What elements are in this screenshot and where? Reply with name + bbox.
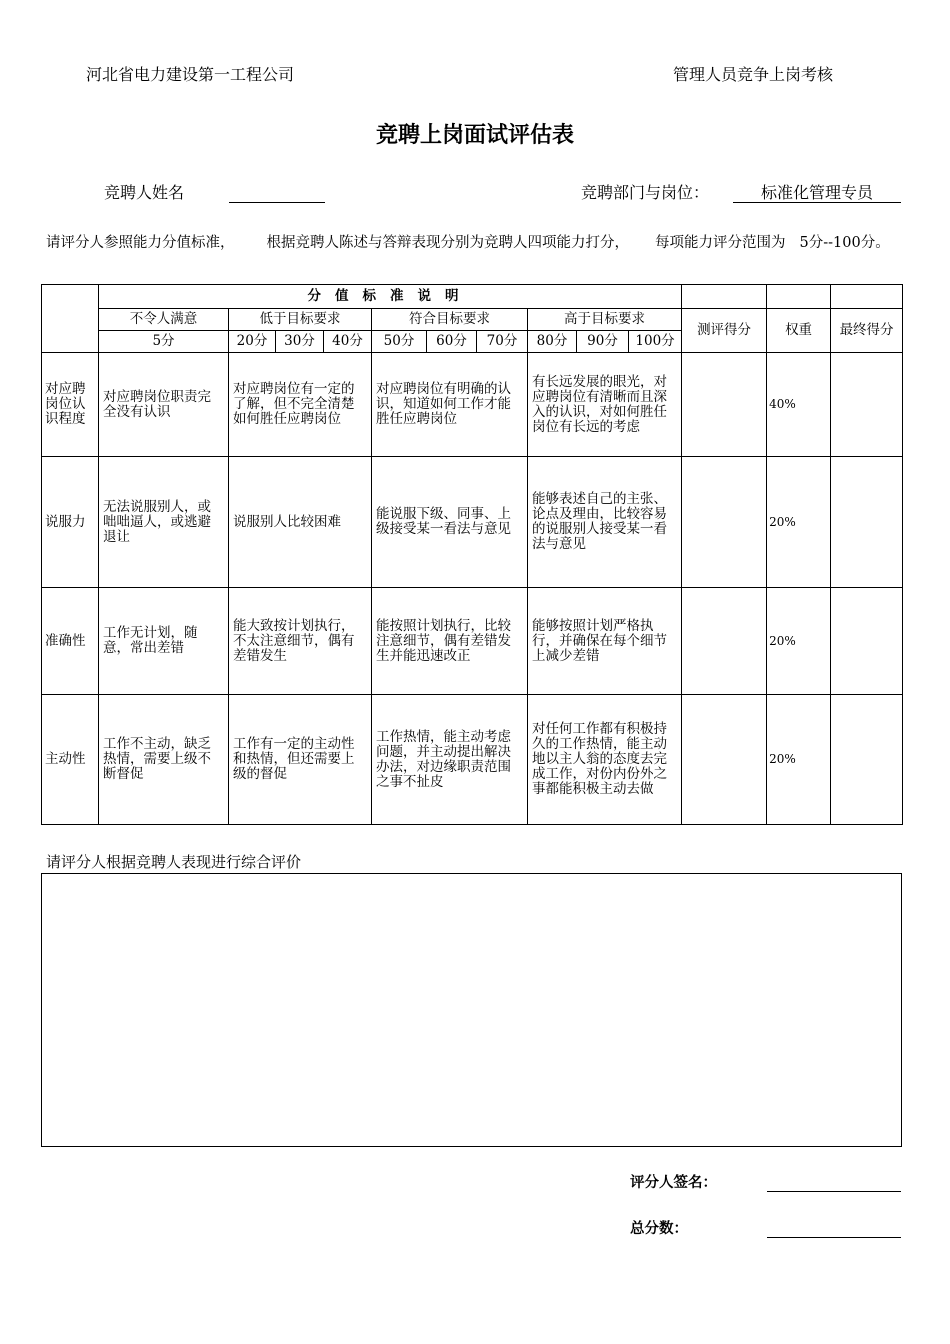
score-label: 40分: [324, 331, 372, 353]
level-desc: 能说服下级、同事、上级接受某一看法与意见: [372, 457, 528, 588]
page-title: 竞聘上岗面试评估表: [375, 122, 574, 148]
corner-cell: [42, 285, 99, 353]
level-desc: 对任何工作都有积极持久的工作热情，能主动地以主人翁的态度去完成工作，对份内份外之事都能积极主动去做: [528, 695, 682, 825]
instructions: [46, 234, 906, 252]
score-label: 70分: [477, 331, 528, 353]
level-desc: 工作热情，能主动考虑问题，并主动提出解决办法，对边缘职责范围之事不扯皮: [372, 695, 528, 825]
level-desc: 工作不主动，缺乏热情，需要上级不断督促: [99, 695, 229, 825]
col-score-header: 测评得分: [682, 309, 767, 353]
level-desc: 能大致按计划执行，不太注意细节，偶有差错发生: [229, 588, 372, 695]
row-category: 对应聘岗位认识程度: [42, 353, 99, 457]
final-score-input[interactable]: [831, 353, 903, 457]
instructions-part3: 每项能力评分范围为: [655, 235, 786, 251]
company-name: 河北省电力建设第一工程公司: [86, 65, 295, 84]
instructions-part1: 请评分人参照能力分值标准，: [46, 235, 235, 251]
level-desc: 无法说服别人，或咄咄逼人，或逃避退让: [99, 457, 229, 588]
table-row: [42, 588, 903, 695]
table-row: [42, 695, 903, 825]
row-category: 准确性: [42, 588, 99, 695]
level-desc: 能按照计划执行，比较注意细节，偶有差错发生并能迅速改正: [372, 588, 528, 695]
final-score-input[interactable]: [831, 588, 903, 695]
evaluation-label: 请评分人根据竞聘人表现进行综合评价: [46, 853, 302, 871]
score-label: 50分: [372, 331, 427, 353]
col-final-header: 最终得分: [831, 309, 903, 353]
table-row: [42, 353, 903, 457]
total-score-field[interactable]: [767, 1236, 901, 1238]
signer-label: 评分人签名：: [630, 1174, 717, 1191]
signer-field[interactable]: [767, 1190, 901, 1192]
candidate-name-label: 竞聘人姓名: [104, 183, 185, 202]
level-desc: 说服别人比较困难: [229, 457, 372, 588]
level-desc: 有长远发展的眼光，对应聘岗位有清晰而且深入的认识，对如何胜任岗位有长远的考虑: [528, 353, 682, 457]
weight-value: 20%: [767, 588, 831, 695]
score-label: 60分: [427, 331, 477, 353]
final-score-input[interactable]: [831, 695, 903, 825]
total-score-label: 总分数：: [630, 1220, 688, 1237]
header-blank-2: [767, 285, 831, 309]
table-row: [42, 457, 903, 588]
score-input[interactable]: [682, 457, 767, 588]
score-input[interactable]: [682, 588, 767, 695]
score-label: 5分: [99, 331, 229, 353]
level-desc: 工作有一定的主动性和热情，但还需要上级的督促: [229, 695, 372, 825]
dept-position-label: 竞聘部门与岗位：: [581, 183, 710, 202]
weight-value: 20%: [767, 457, 831, 588]
header-blank-1: [682, 285, 767, 309]
score-label: 20分: [229, 331, 276, 353]
header-title: 分值标准说明: [99, 285, 682, 309]
dept-position-field[interactable]: 标准化管理专员: [733, 180, 901, 203]
level-desc: 对应聘岗位有明确的认识，知道如何工作才能胜任应聘岗位: [372, 353, 528, 457]
col-weight-header: 权重: [767, 309, 831, 353]
score-label: 80分: [528, 331, 577, 353]
evaluation-textarea[interactable]: [41, 873, 902, 1147]
instructions-range: 5分--100分。: [799, 235, 890, 251]
row-category: 主动性: [42, 695, 99, 825]
score-label: 100分: [629, 331, 682, 353]
score-label: 30分: [276, 331, 324, 353]
form-category: 管理人员竞争上岗考核: [673, 65, 834, 84]
final-score-input[interactable]: [831, 457, 903, 588]
level-label: 符合目标要求: [372, 309, 528, 331]
level-label: 不令人满意: [99, 309, 229, 331]
row-category: 说服力: [42, 457, 99, 588]
level-label: 低于目标要求: [229, 309, 372, 331]
score-label: 90分: [577, 331, 629, 353]
score-input[interactable]: [682, 695, 767, 825]
score-input[interactable]: [682, 353, 767, 457]
candidate-name-field[interactable]: [229, 180, 325, 203]
weight-value: 40%: [767, 353, 831, 457]
instructions-part2: 根据竞聘人陈述与答辩表现分别为竞聘人四项能力打分，: [266, 235, 629, 251]
header-blank-3: [831, 285, 903, 309]
level-desc: 对应聘岗位职责完全没有认识: [99, 353, 229, 457]
level-desc: 对应聘岗位有一定的了解，但不完全清楚如何胜任应聘岗位: [229, 353, 372, 457]
level-desc: 能够表述自己的主张、论点及理由，比较容易的说服别人接受某一看法与意见: [528, 457, 682, 588]
level-label: 高于目标要求: [528, 309, 682, 331]
scoring-table: [41, 284, 903, 825]
level-desc: 能够按照计划严格执行，并确保在每个细节上减少差错: [528, 588, 682, 695]
level-desc: 工作无计划，随意，常出差错: [99, 588, 229, 695]
weight-value: 20%: [767, 695, 831, 825]
